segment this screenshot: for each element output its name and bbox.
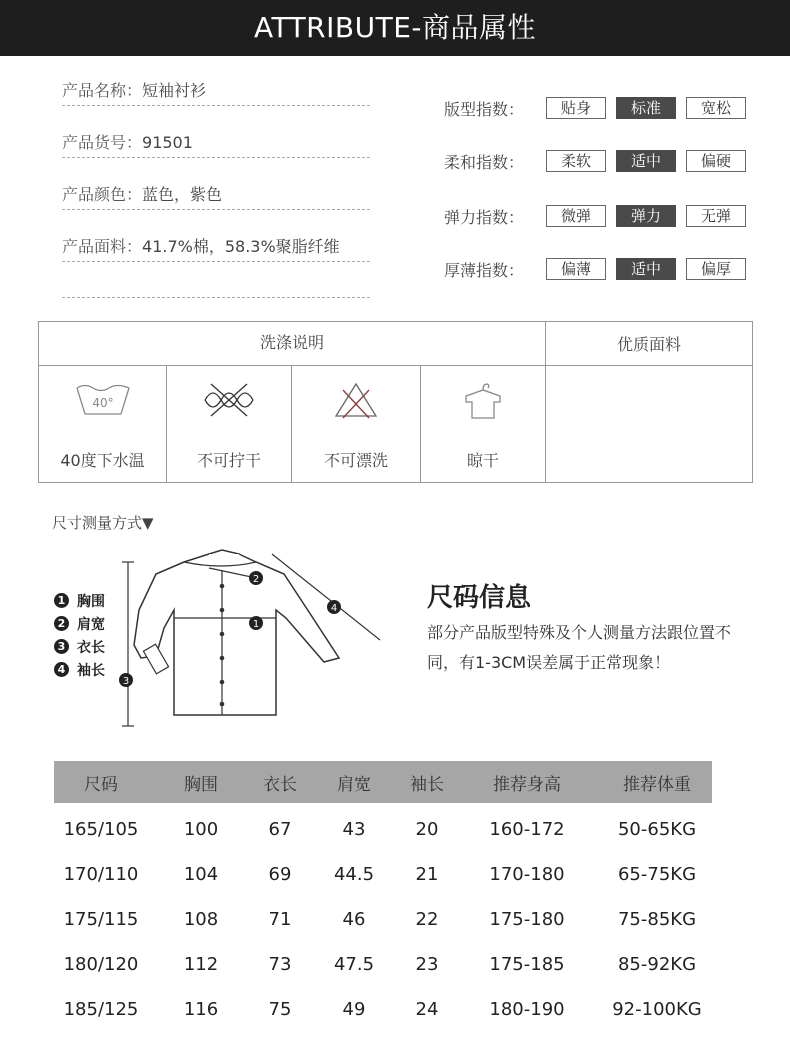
- measure-title: 尺寸测量方式▼: [52, 514, 154, 532]
- index-thickness: [444, 257, 746, 281]
- table-cell: 175/115: [63, 909, 139, 930]
- option-slim: 贴身: [546, 97, 606, 119]
- table-row: [54, 852, 712, 897]
- index-fit: [444, 96, 746, 120]
- no-wring-icon: [199, 380, 259, 420]
- table-cell: 108: [183, 909, 219, 930]
- attr-label: 产品货号：: [62, 133, 143, 152]
- index-label: 厚薄指数：: [444, 260, 525, 280]
- table-cell: 170-180: [489, 864, 565, 885]
- hang-dry-icon: [458, 380, 508, 424]
- option-thin: 偏薄: [546, 258, 606, 280]
- table-cell: 73: [268, 954, 292, 975]
- table-cell: 22: [415, 909, 439, 930]
- table-cell: 170/110: [63, 864, 139, 885]
- table-cell: 160-172: [489, 819, 565, 840]
- index-label: 弹力指数：: [444, 207, 525, 227]
- size-table-header: [54, 761, 712, 803]
- table-cell: 92-100KG: [612, 999, 702, 1020]
- legend-label: 肩宽: [77, 616, 105, 633]
- table-cell: 75-85KG: [617, 909, 697, 930]
- option-slight-stretch: 微弹: [546, 205, 606, 227]
- table-cell: 175-180: [489, 909, 565, 930]
- legend-item: [54, 658, 105, 681]
- option-thick: 偏厚: [686, 258, 746, 280]
- legend-number: 3: [54, 639, 69, 654]
- care-label: 晾干: [466, 451, 499, 470]
- table-cell: 20: [415, 819, 439, 840]
- fabric-title: 优质面料: [546, 322, 752, 366]
- table-row: [54, 942, 712, 987]
- table-row: [54, 807, 712, 852]
- table-cell: 112: [183, 954, 219, 975]
- care-title: 洗涤说明: [39, 322, 546, 366]
- table-cell: 50-65KG: [617, 819, 697, 840]
- attr-product-color: [62, 182, 370, 210]
- option-standard: 标准: [616, 97, 676, 119]
- table-cell: 47.5: [333, 954, 375, 975]
- attr-product-name: [62, 78, 370, 106]
- header-cell: 衣长: [263, 774, 297, 795]
- table-cell: 180-190: [489, 999, 565, 1020]
- table-cell: 75: [268, 999, 292, 1020]
- option-medium-thickness: 适中: [616, 258, 676, 280]
- legend-number: 4: [54, 662, 69, 677]
- option-no-stretch: 无弹: [686, 205, 746, 227]
- legend-label: 衣长: [77, 639, 105, 656]
- table-cell: 21: [415, 864, 439, 885]
- table-cell: 175-185: [489, 954, 565, 975]
- page-header: ATTRIBUTE-商品属性: [0, 0, 790, 56]
- legend-item: [54, 589, 105, 612]
- legend-number: 1: [54, 593, 69, 608]
- svg-text:1: 1: [252, 619, 260, 630]
- size-table: [54, 761, 712, 1032]
- option-medium: 适中: [616, 150, 676, 172]
- header-cell: 推荐体重: [623, 774, 691, 795]
- care-item-hang-dry: [421, 366, 546, 482]
- table-cell: 185/125: [63, 999, 139, 1020]
- legend-number: 2: [54, 616, 69, 631]
- option-soft: 柔软: [546, 150, 606, 172]
- care-instructions-table: [38, 321, 753, 483]
- attr-label: 产品面料：: [62, 237, 143, 256]
- attr-value: 短袖衬衫: [142, 81, 207, 100]
- care-label: 不可拧干: [196, 451, 261, 470]
- care-item-no-bleach: [292, 366, 421, 482]
- attr-label: 产品颜色：: [62, 185, 143, 204]
- header-cell: 袖长: [410, 774, 444, 795]
- index-softness: [444, 149, 746, 173]
- attr-value: 91501: [142, 133, 193, 152]
- no-bleach-icon: [331, 380, 381, 420]
- table-cell: 69: [268, 864, 292, 885]
- measure-legend: [54, 589, 105, 681]
- table-cell: 46: [342, 909, 366, 930]
- header-cell: 胸围: [184, 774, 218, 795]
- table-cell: 43: [342, 819, 366, 840]
- attr-value: 蓝色，紫色: [142, 185, 223, 204]
- care-label: 不可漂洗: [323, 451, 388, 470]
- table-cell: 44.5: [333, 864, 375, 885]
- index-label: 柔和指数：: [444, 152, 525, 172]
- table-cell: 165/105: [63, 819, 139, 840]
- table-cell: 85-92KG: [617, 954, 697, 975]
- svg-text:3: 3: [122, 676, 130, 687]
- table-cell: 67: [268, 819, 292, 840]
- header-cell: 肩宽: [337, 774, 371, 795]
- wash-temp: 40°: [91, 396, 114, 410]
- legend-label: 袖长: [77, 662, 105, 679]
- care-item-wash: [39, 366, 167, 482]
- table-cell: 100: [183, 819, 219, 840]
- table-cell: 116: [183, 999, 219, 1020]
- attr-product-code: [62, 130, 370, 158]
- option-loose: 宽松: [686, 97, 746, 119]
- table-cell: 65-75KG: [617, 864, 697, 885]
- table-cell: 23: [415, 954, 439, 975]
- size-info-text: 部分产品版型特殊及个人测量方法跟位置不同，有1-3CM误差属于正常现象！: [427, 623, 732, 672]
- option-stiff: 偏硬: [686, 150, 746, 172]
- table-cell: 24: [415, 999, 439, 1020]
- header-cell: 尺码: [84, 774, 118, 795]
- table-row: [54, 987, 712, 1032]
- table-cell: 71: [268, 909, 292, 930]
- size-info-title: 尺码信息: [427, 583, 532, 613]
- wash-40-icon: [71, 380, 135, 420]
- table-cell: 180/120: [63, 954, 139, 975]
- divider: [62, 297, 370, 298]
- table-row: [54, 897, 712, 942]
- care-item-no-wring: [167, 366, 292, 482]
- table-cell: 104: [183, 864, 219, 885]
- svg-text:4: 4: [330, 603, 338, 614]
- attr-value: 41.7%棉，58.3%聚脂纤维: [142, 237, 340, 256]
- care-label: 40度下水温: [60, 451, 145, 470]
- attr-label: 产品名称：: [62, 81, 143, 100]
- legend-item: [54, 612, 105, 635]
- attr-product-fabric: [62, 234, 370, 262]
- option-stretch: 弹力: [616, 205, 676, 227]
- index-label: 版型指数：: [444, 99, 525, 119]
- legend-item: [54, 635, 105, 658]
- size-table-body: [54, 807, 712, 1032]
- svg-text:2: 2: [252, 574, 260, 585]
- table-cell: 49: [342, 999, 366, 1020]
- index-elasticity: [444, 204, 746, 228]
- legend-label: 胸围: [77, 593, 105, 610]
- header-cell: 推荐身高: [493, 774, 561, 795]
